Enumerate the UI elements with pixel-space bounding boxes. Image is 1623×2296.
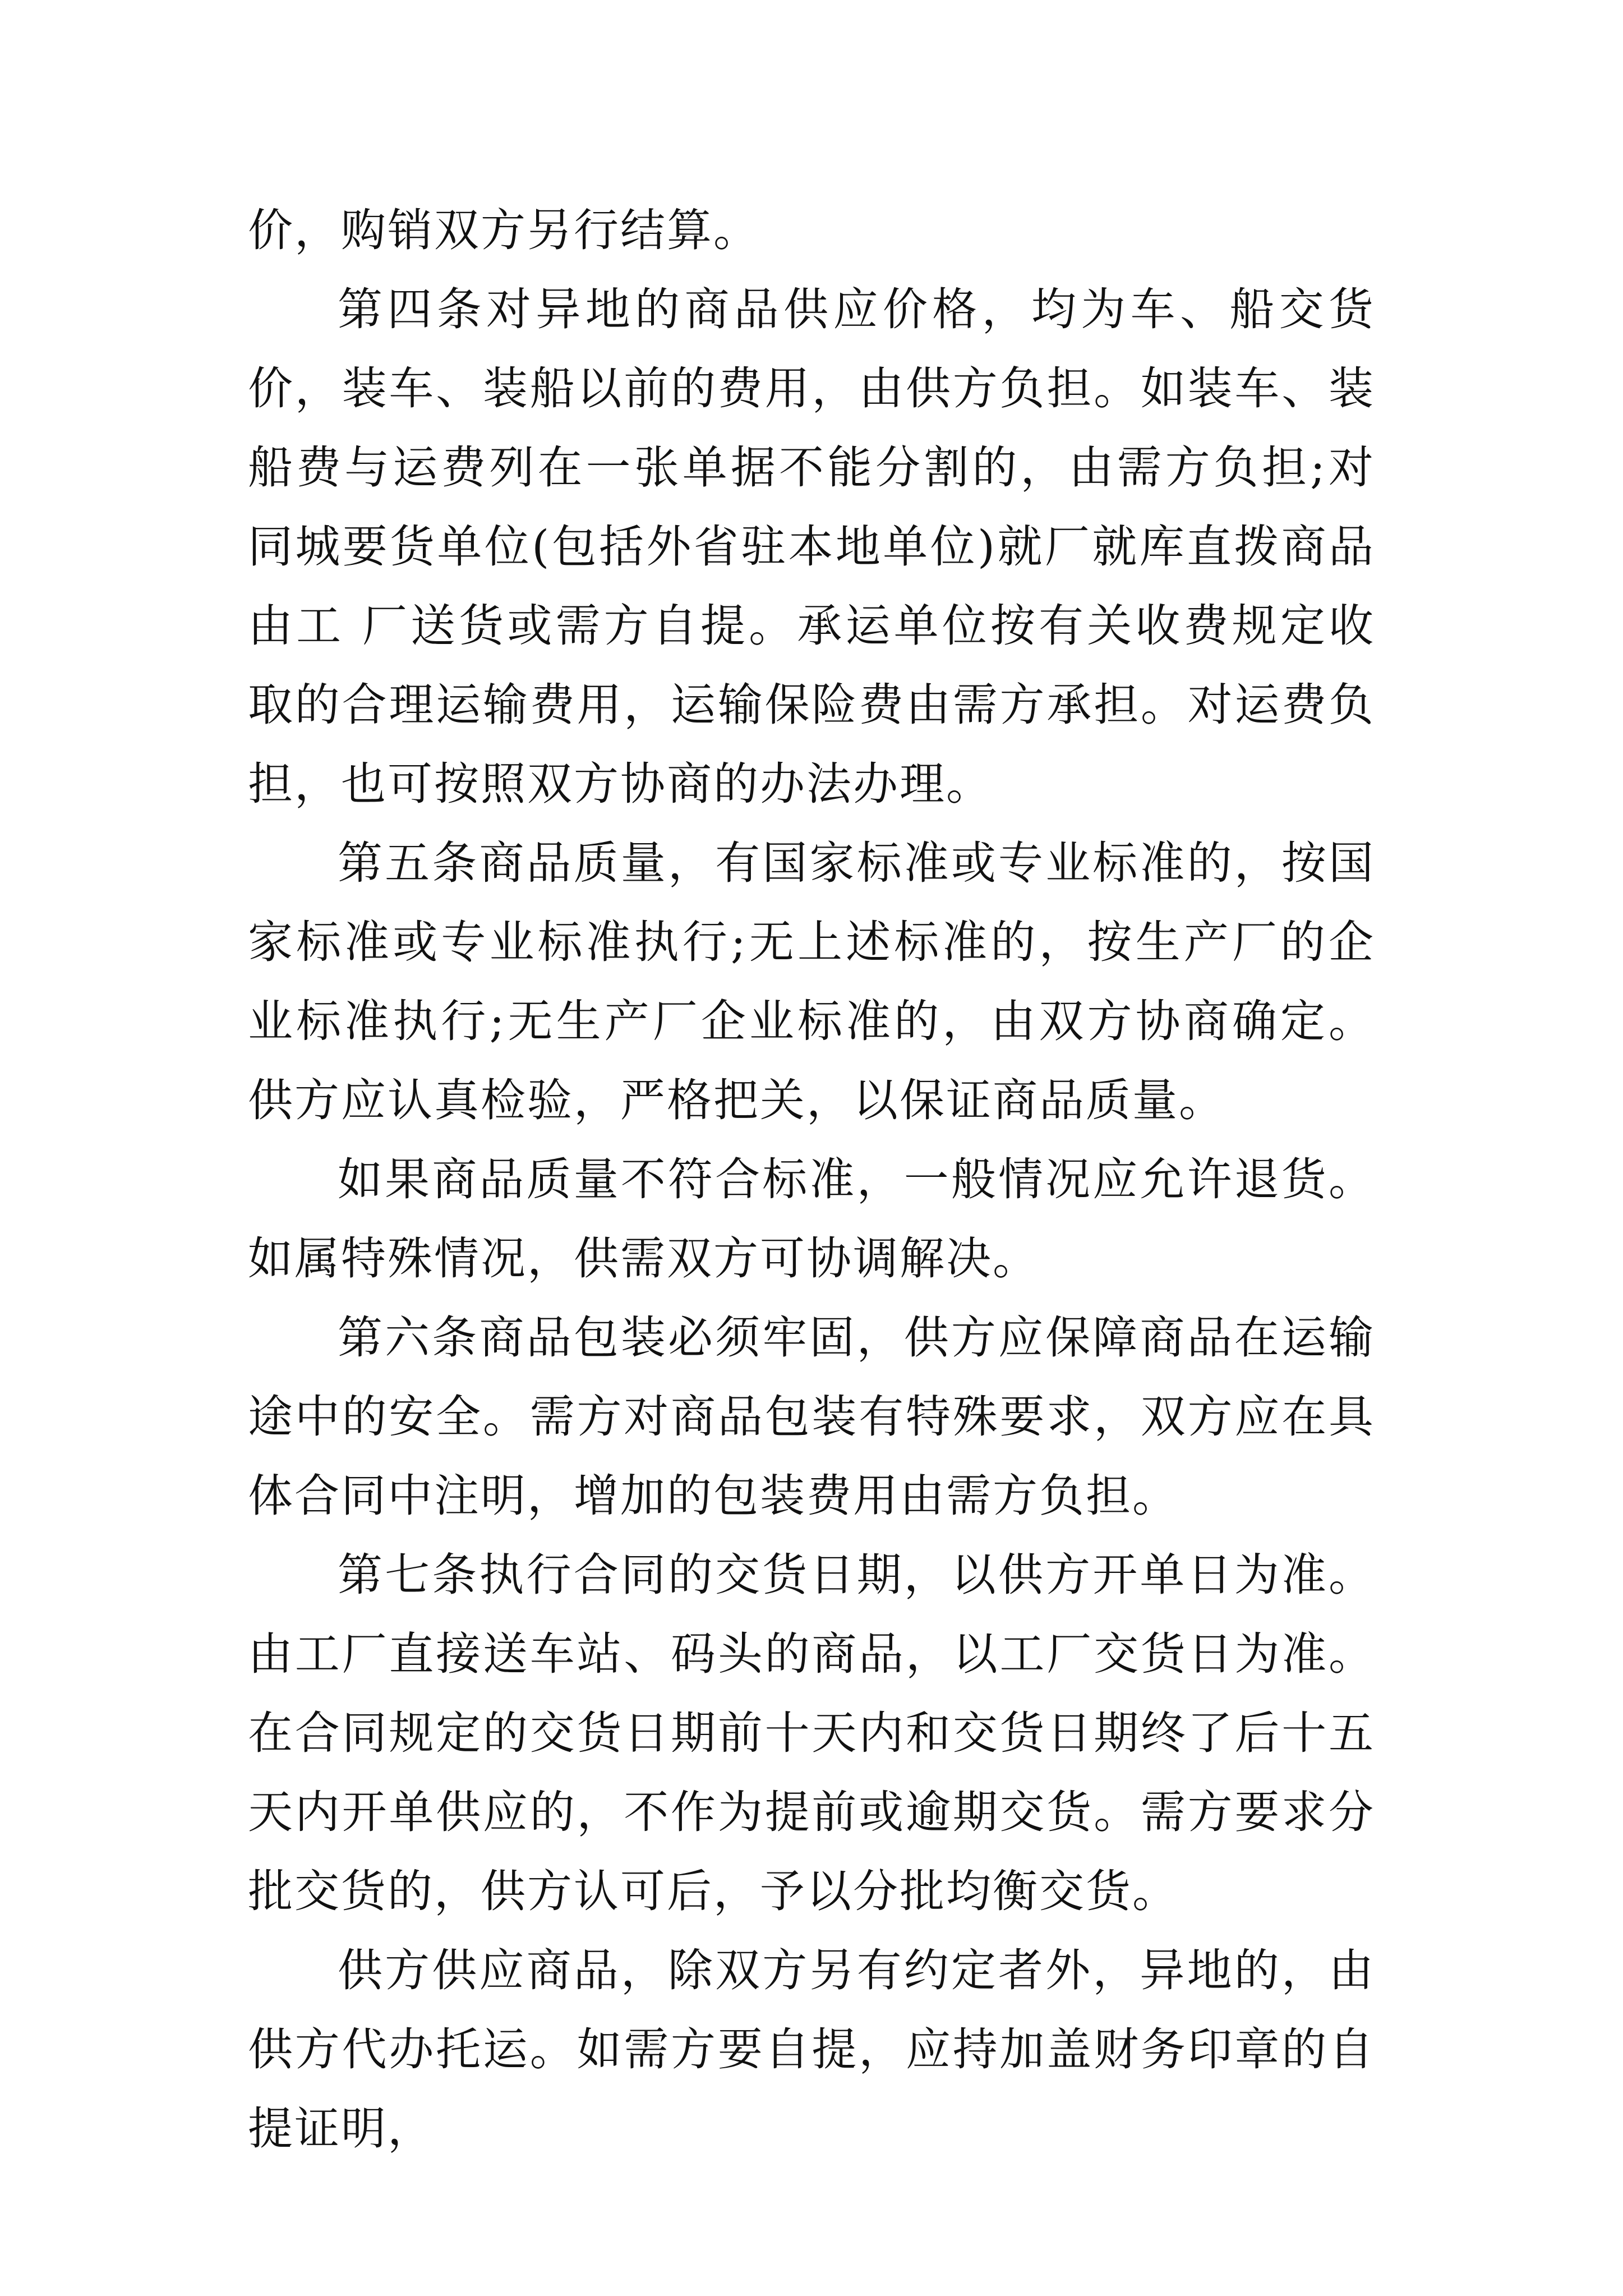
paragraph-quality-nonconformity: 如果商品质量不符合标准，一般情况应允许退货。如属特殊情况，供需双方可协调解决。 xyxy=(248,1153,1375,1285)
paragraph-article-7: 第七条执行合同的交货日期，以供方开单日为准。由工厂直接送车站、码头的商品，以工厂交货日为准。在合同规定的交货日期前十天内和交货日期终了后十五天内开单供应的，不作为提前或逾期交货。需方要求分批交货的，供方认可后，予以分批均衡交货。 xyxy=(248,1549,1375,1917)
paragraph-article-6: 第六条商品包装必须牢固，供方应保障商品在运输途中的安全。需方对商品包装有特殊要求，双方应在具体合同中注明，增加的包装费用由需方负担。 xyxy=(248,1312,1375,1522)
paragraph-article-5: 第五条商品质量，有国家标准或专业标准的，按国家标准或专业标准执行;无上述标准的，按生产厂的企业标准执行;无生产厂企业标准的，由双方协商确定。供方应认真检验，严格把关，以保证商品质量。 xyxy=(248,837,1375,1126)
paragraph-shipping: 供方供应商品，除双方另有约定者外，异地的，由供方代办托运。如需方要自提，应持加盖财务印章的自提证明， xyxy=(248,1944,1375,2155)
document-body xyxy=(248,191,1375,2168)
paragraph-article-4: 第四条对异地的商品供应价格，均为车、船交货价，装车、装船以前的费用，由供方负担。如装车、装船费与运费列在一张单据不能分割的，由需方负担;对同城要货单位(包括外省驻本地单位)就厂就库直拨商品由工 厂送货或需方自提。承运单位按有关收费规定收取的合理运输费用，运输保险费由需方承担。对运费负担，也可按照双方协商的办法办理。 xyxy=(248,283,1375,810)
paragraph-continuation: 价，购销双方另行结算。 xyxy=(248,204,760,256)
